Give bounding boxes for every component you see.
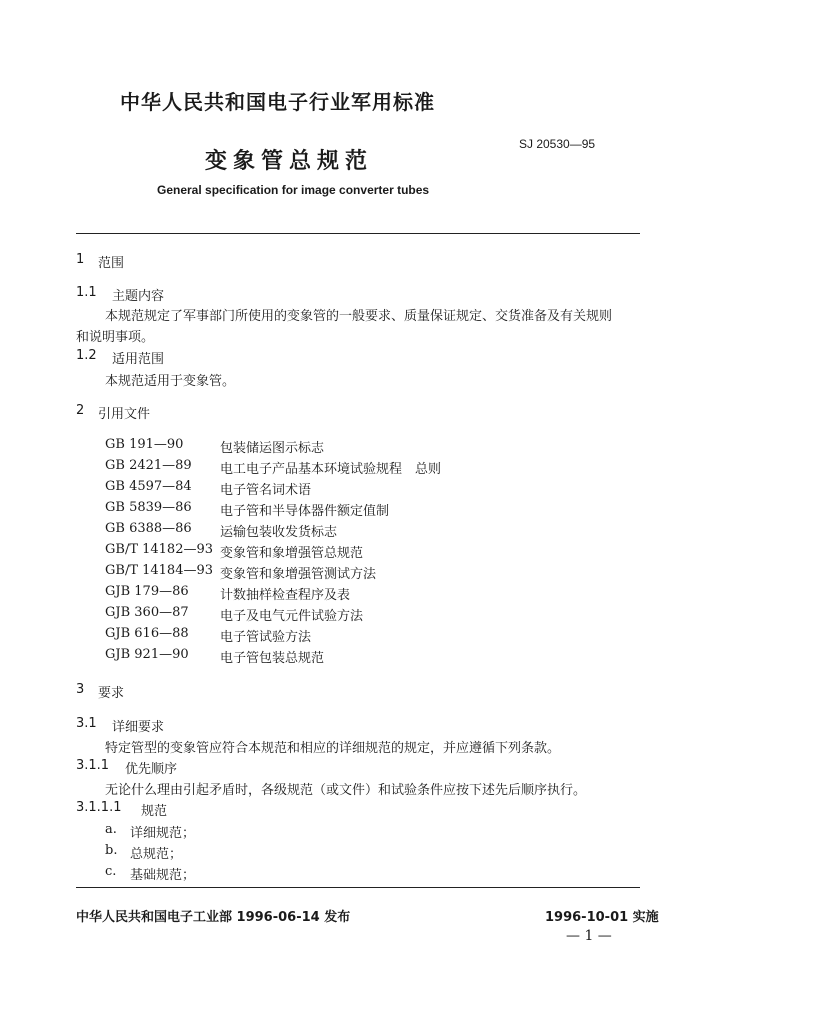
reference-title: 计数抽样检查程序及表: [220, 588, 351, 603]
section-3-title: 要求: [98, 686, 125, 701]
list-item-marker: b.: [105, 843, 118, 858]
section-2-title: 引用文件: [98, 407, 151, 422]
section-1-title: 范围: [98, 256, 125, 271]
reference-title: 电子管名词术语: [220, 483, 312, 498]
reference-title: 电子管试验方法: [220, 630, 312, 645]
list-item-marker: a.: [105, 822, 117, 837]
reference-code: GB 4597—84: [105, 479, 192, 494]
section-1-1-text-line2: 和说明事项。: [76, 330, 155, 345]
section-1-1-text-line1: 本规范规定了军事部门所使用的变象管的一般要求、质量保证规定、交货准备及有关规则: [105, 309, 613, 324]
standard-series-heading: 中华人民共和国电子行业军用标准: [120, 90, 435, 114]
reference-code: GB/T 14182—93: [105, 542, 214, 557]
footer-divider: [76, 887, 640, 888]
reference-title: 电工电子产品基本环境试验规程 总则: [220, 462, 442, 477]
reference-code: GJB 921—90: [105, 647, 189, 662]
issuer-statement: 中华人民共和国电子工业部 1996-06-14 发布: [76, 910, 351, 925]
list-item: 总规范；: [130, 847, 183, 862]
section-3-1-1-text: 无论什么理由引起矛盾时，各级规范（或文件）和试验条件应按下述先后顺序执行。: [105, 783, 587, 798]
reference-code: GB 2421—89: [105, 458, 192, 473]
english-title: General specification for image converter tubes: [157, 183, 430, 197]
section-3-1-1-number: 3.1.1: [76, 758, 110, 773]
section-1-1-number: 1.1: [76, 285, 97, 300]
reference-code: GB/T 14184—93: [105, 563, 214, 578]
section-1-number: 1: [76, 252, 85, 267]
section-1-1-title: 主题内容: [112, 289, 165, 304]
section-3-1-title: 详细要求: [112, 720, 165, 735]
section-3-1-1-1-number: 3.1.1.1: [76, 800, 122, 815]
header-divider: [76, 233, 640, 234]
section-1-2-title: 适用范围: [112, 352, 165, 367]
reference-code: GB 6388—86: [105, 521, 192, 536]
reference-code: GJB 616—88: [105, 626, 189, 641]
reference-code: GJB 360—87: [105, 605, 189, 620]
page-number: — 1 —: [566, 928, 612, 944]
section-2-number: 2: [76, 403, 85, 418]
section-1-2-number: 1.2: [76, 348, 97, 363]
reference-title: 变象管和象增强管总规范: [220, 546, 364, 561]
reference-title: 电子管包装总规范: [220, 651, 325, 666]
reference-title: 变象管和象增强管测试方法: [220, 567, 377, 582]
section-3-1-1-1-title: 规范: [141, 804, 168, 819]
section-3-1-number: 3.1: [76, 716, 97, 731]
section-3-1-1-title: 优先顺序: [125, 762, 178, 777]
section-1-2-text: 本规范适用于变象管。: [105, 374, 236, 389]
reference-code: GJB 179—86: [105, 584, 189, 599]
reference-title: 包装储运图示标志: [220, 441, 325, 456]
reference-title: 电子及电气元件试验方法: [220, 609, 364, 624]
list-item: 详细规范；: [130, 826, 196, 841]
reference-title: 电子管和半导体器件额定值制: [220, 504, 390, 519]
list-item: 基础规范；: [130, 868, 196, 883]
reference-code: GB 5839—86: [105, 500, 192, 515]
reference-title: 运输包装收发货标志: [220, 525, 338, 540]
section-3-number: 3: [76, 682, 85, 697]
section-3-1-text: 特定管型的变象管应符合本规范和相应的详细规范的规定，并应遵循下列条款。: [105, 741, 561, 756]
reference-code: GB 191—90: [105, 437, 184, 452]
standard-number: SJ 20530—95: [519, 137, 596, 151]
list-item-marker: c.: [105, 864, 117, 879]
effective-date: 1996-10-01 实施: [545, 910, 659, 925]
document-title: 变象管总规范: [205, 149, 374, 174]
